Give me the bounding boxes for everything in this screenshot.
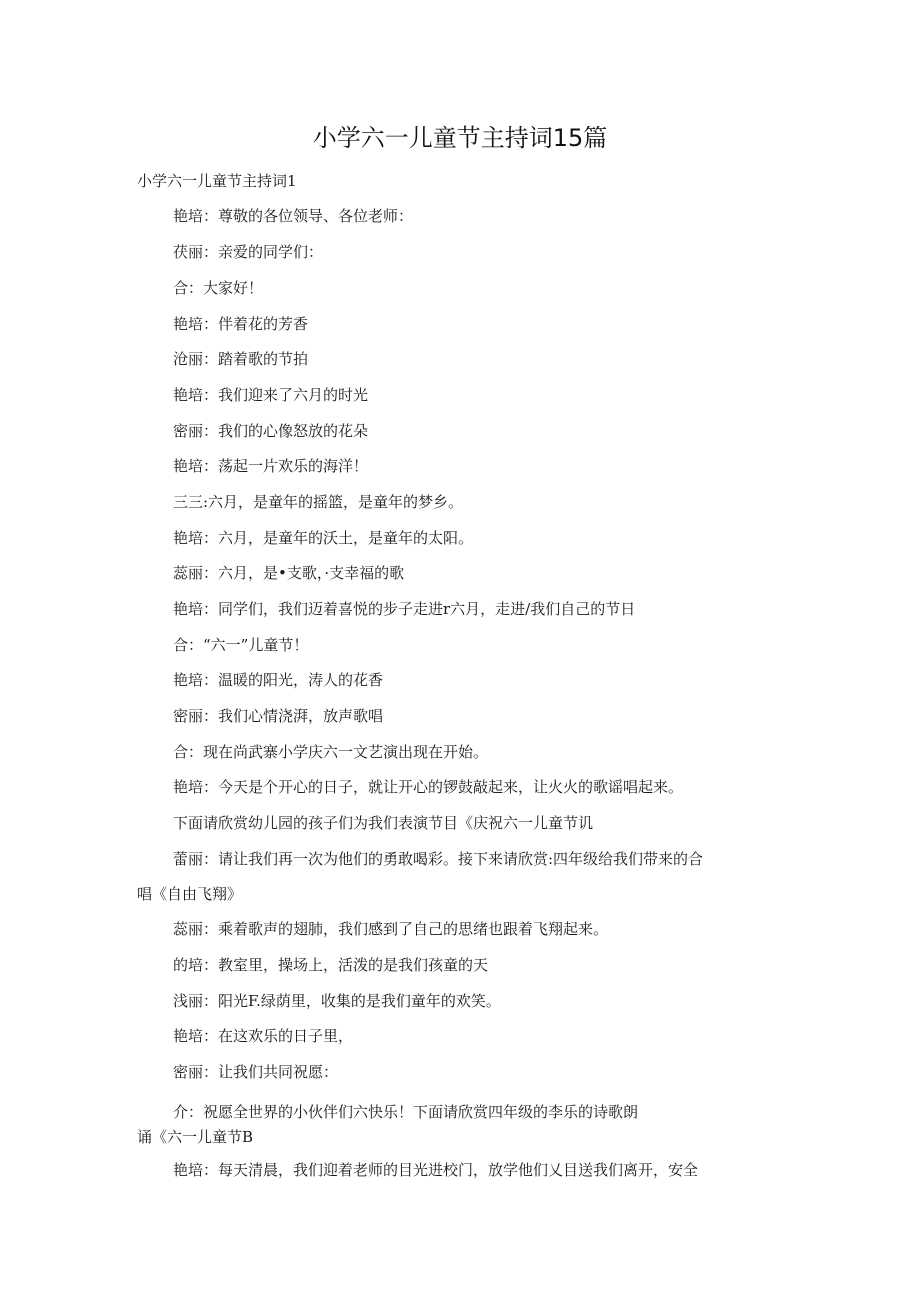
document-title: 小学六一儿童节主持词15篇: [312, 124, 608, 152]
text-line: 茯丽：亲爱的同学们：: [173, 243, 324, 261]
text-line: 蕊丽：乘着歌声的翅肺，我们感到了自己的思绪也跟着飞翔起来。: [173, 920, 609, 938]
text-line: 艳培：在这欢乐的日子里，: [173, 1027, 354, 1045]
text-line: 合：现在尚武寨小学庆六一文艺演出现在开始。: [173, 743, 489, 761]
text-line: 密丽：我们心情浇湃，放声歌唱: [173, 707, 384, 725]
text-line: 诵《六一儿童节B: [137, 1128, 254, 1146]
text-line: 合：大家好！: [173, 279, 264, 297]
text-line: 艳培：伴着花的芳香: [173, 315, 309, 333]
text-line: 三三:六月，是童年的摇篮，是童年的梦乡。: [173, 493, 464, 511]
text-line: 唱《自由飞翔》: [137, 885, 243, 903]
text-line: 艳培：今天是个开心的日子，就让开心的锣鼓敲起来，让火火的歌谣唱起来。: [173, 778, 684, 796]
text-line: 艳培：尊敬的各位领导、各位老师：: [173, 207, 414, 225]
section-heading: 小学六一儿童节主持词1: [137, 172, 297, 190]
text-line: 浅丽：阳光F.绿荫里，收集的是我们童年的欢笑。: [173, 992, 501, 1010]
text-line: 的培：教室里，操场上，活泼的是我们孩童的天: [173, 956, 489, 974]
text-line: 艳培：荡起一片欢乐的海洋！: [173, 457, 369, 475]
text-line: 密丽：我们的心像怒放的花朵: [173, 422, 369, 440]
text-line: 密丽：让我们共同祝愿：: [173, 1063, 339, 1081]
text-line: 合：“六一”儿童节！: [173, 636, 309, 654]
text-line: 沧丽：踏着歌的节拍: [173, 350, 309, 368]
text-line: 艳培：每天清晨，我们迎着老师的目光进校门，放学他们乂目送我们离开，安全: [173, 1161, 699, 1179]
text-line: 蕾丽：请让我们再一次为他们的勇敢喝彩。接下来请欣赏:四年级给我们带来的合: [173, 850, 704, 868]
text-line: 介：祝愿全世界的小伙伴们六快乐！下面请欣赏四年级的李乐的诗歌朗: [173, 1103, 639, 1121]
text-line: 艳培：同学们，我们迈着喜悦的步子走进r六月，走进/我们自己的节日: [173, 600, 636, 618]
text-line: 下面请欣赏幼儿园的孩子们为我们表演节目《庆祝六一儿童节讥: [173, 814, 594, 832]
text-line: 艳培：六月，是童年的沃土，是童年的太阳。: [173, 529, 474, 547]
text-line: 艳培：我们迎来了六月的时光: [173, 386, 369, 404]
text-line: 艳培：温暖的阳光，涛人的花香: [173, 671, 384, 689]
text-line: 蕊丽：六月，是•支歌，·支幸福的歌: [173, 564, 405, 582]
